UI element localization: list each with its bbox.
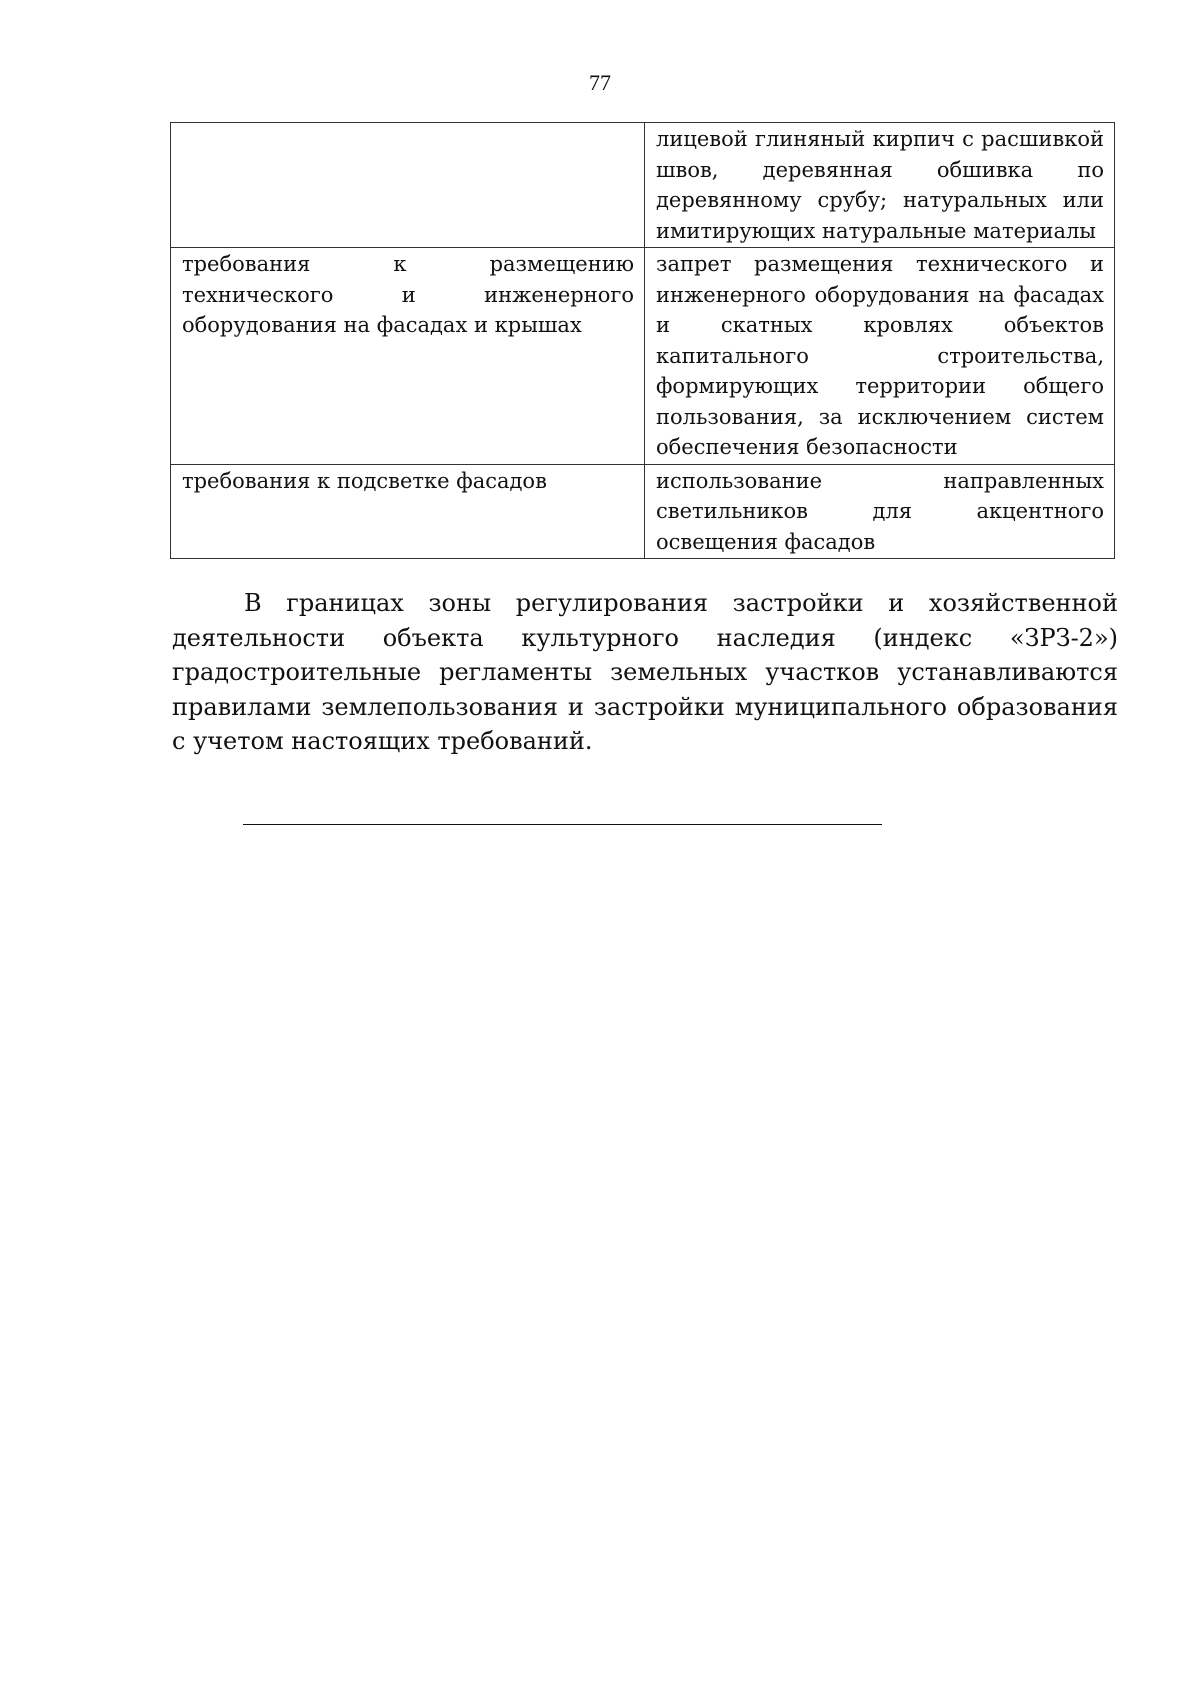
table-row (171, 248, 1115, 465)
requirement-cell (171, 123, 645, 248)
table-row (171, 123, 1115, 248)
requirement-cell: требования к подсветке фасадов (171, 464, 645, 559)
value-cell: лицевой глиняный кирпич с расшивкой швов, деревянная обшивка по деревянному срубу; натуральных или имитирующих натуральные материалы (645, 123, 1115, 248)
page-number: 77 (589, 70, 611, 95)
value-cell: запрет размещения технического и инженерного оборудования на фасадах и скатных кровлях объектов капитального строительства, формирующих территории общего пользования, за исключением систем обеспечения безопасности (645, 248, 1115, 465)
table-row (171, 464, 1115, 559)
value-cell: использование направленных светильников для акцентного освещения фасадов (645, 464, 1115, 559)
body-paragraph: В границах зоны регулирования застройки и хозяйственной деятельности объекта культурного наследия (индекс «ЗРЗ-2») градостроительные регламенты земельных участков устанавливаются правилами землепользования и застройки муниципального образования с учетом настоящих требований. (172, 589, 1118, 755)
closing-divider (243, 824, 882, 825)
requirements-table (170, 122, 1115, 559)
requirement-cell: требования к размещению технического и инженерного оборудования на фасадах и крышах (171, 248, 645, 465)
